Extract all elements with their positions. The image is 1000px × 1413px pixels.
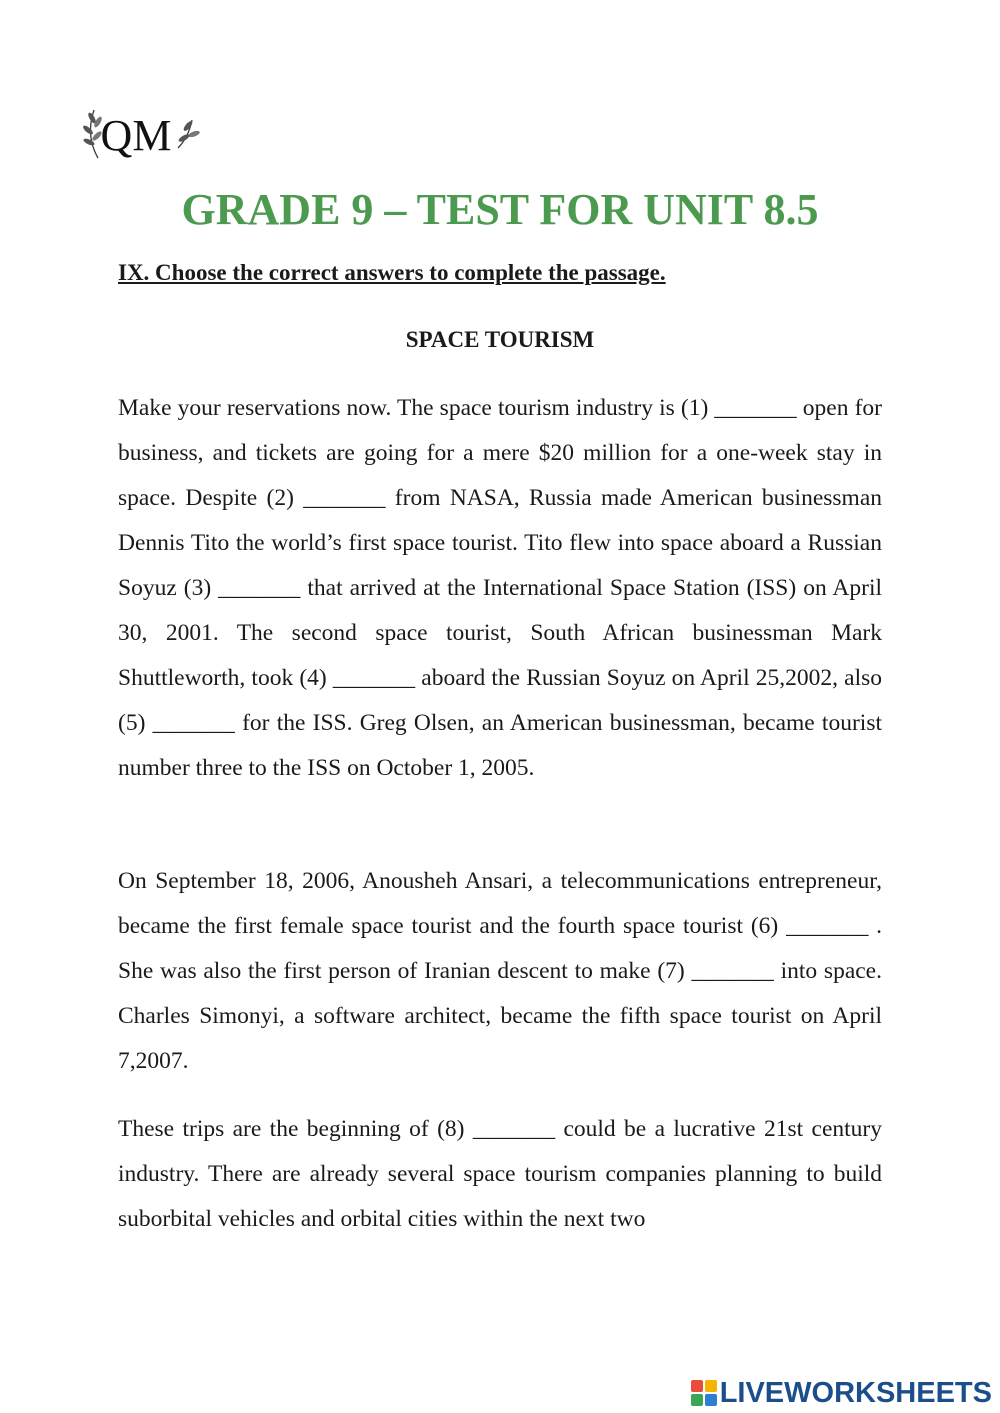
text-segment: These trips are the beginning of (8) [118,1116,473,1142]
blank-5[interactable]: _______ [152,710,235,736]
liveworksheets-logo-icon [691,1380,717,1406]
text-segment: from NASA, Russia made American businessman Dennis Tito the world’s first space tourist. Tito flew into space aboard a Russian Soyuz (3) [118,485,882,601]
text-segment: that arrived at the International Space Station (ISS) on April 30, 2001. The second space tourist, South African businessman Mark Shuttleworth, took (4) [118,575,882,691]
blank-4[interactable]: _______ [332,665,416,691]
laurel-logo-icon [78,100,202,170]
text-segment: for the ISS. Greg Olsen, an American businessman, became tourist number three to the ISS on October 1, 2005. [118,710,882,781]
section-instruction: IX. Choose the correct answers to complete the passage. [118,260,666,285]
logo-square [705,1394,717,1406]
logo-square [691,1380,703,1392]
logo-text: QM [100,111,172,160]
blank-2[interactable]: _______ [303,485,386,511]
blank-7[interactable]: _______ [691,958,774,984]
brand-text: LIVEWORKSHEETS [719,1376,992,1409]
page-title: GRADE 9 – TEST FOR UNIT 8.5 [181,185,819,234]
text-segment: could be a lucrative 21st century industry. There are already several space tourism companies planning to build suborbital vehicles and orbital cities within the next two [118,1116,882,1232]
passage-paragraph-3 [118,1107,882,1242]
qm-logo [78,100,202,170]
text-segment: aboard the Russian Soyuz on April 25,2002, also (5) [118,665,882,736]
passage-title: SPACE TOURISM [405,327,595,352]
text-segment: Make your reservations now. The space tourism industry is (1) [118,395,715,421]
blank-1[interactable]: _______ [714,395,797,421]
liveworksheets-brand [691,1376,992,1410]
logo-square [705,1380,717,1392]
text-segment: into space. Charles Simonyi, a software architect, became the fifth space tourist on April 7,2007. [118,958,882,1074]
logo-square [691,1394,703,1406]
text-segment: . She was also the first person of Iranian descent to make (7) [118,913,883,984]
blank-3[interactable]: _______ [218,575,301,601]
passage-paragraph-2 [118,859,882,1084]
blank-6[interactable]: _______ [786,913,869,939]
blank-8[interactable]: _______ [472,1116,556,1142]
text-segment: On September 18, 2006, Anousheh Ansari, a telecommunications entrepreneur, became the first female space tourist and the fourth space tourist (6) [118,868,882,939]
text-segment: open for business, and tickets are going for a mere $20 million for a one-week stay in space. Despite (2) [118,395,882,511]
passage-paragraph-1 [118,386,882,791]
